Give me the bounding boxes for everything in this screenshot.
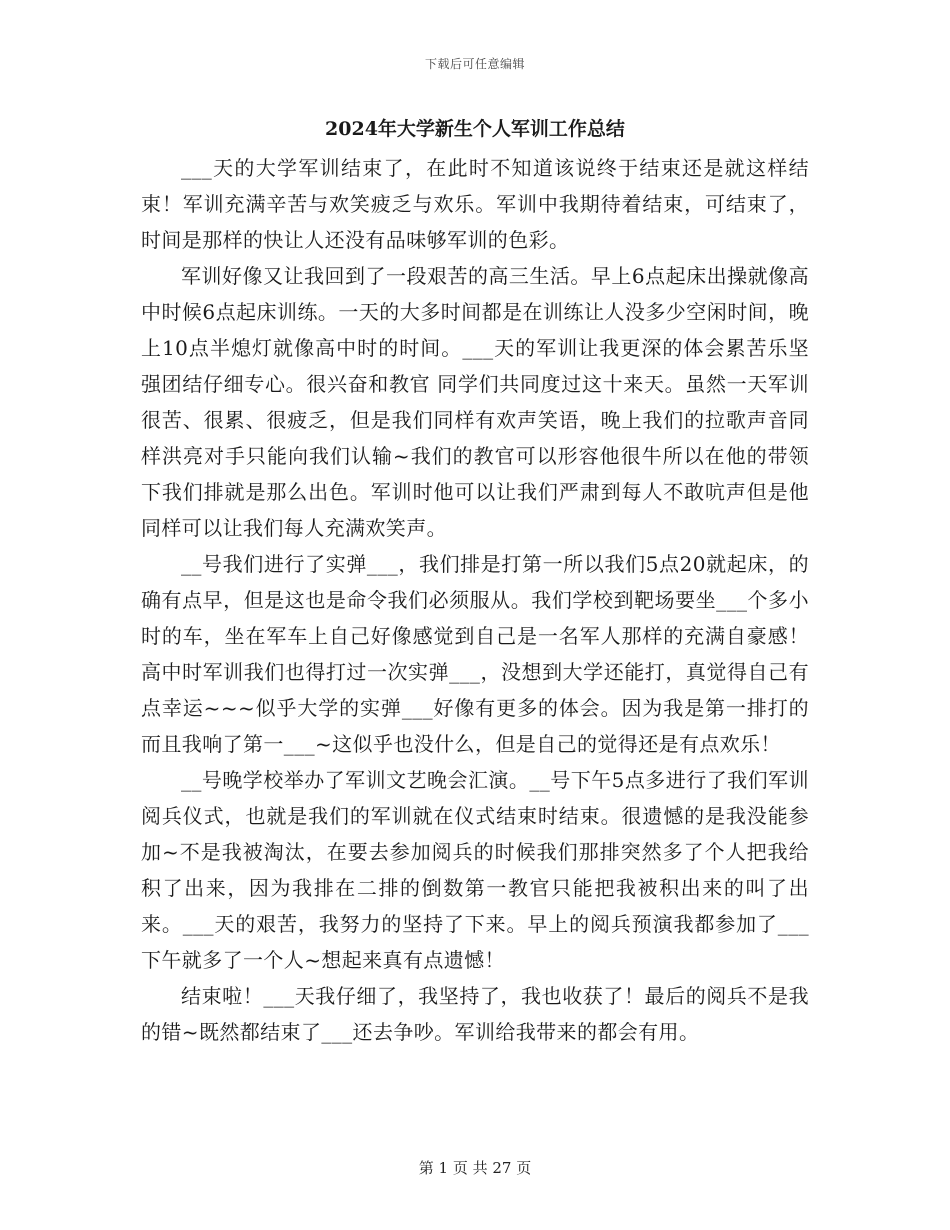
page-number-footer: 第 1 页 共 27 页 — [418, 1159, 532, 1177]
paragraph-3: __号我们进行了实弹___，我们排是打第一所以我们5点20就起床，的确有点早，但是这也是命令我们必须服从。我们学校到靶场要坐___个多小时的车，坐在军车上自己好像感觉到自己是一名军人那样的充满自豪感！高中时军训我们也得打过一次实弹___，没想到大学还能打，真觉得自己有点幸运~~~似乎大学的实弹___好像有更多的体会。因为我是第一排打的而且我响了第一___~这似乎也没什么，但是自己的觉得还是有点欢乐！ — [141, 552, 809, 756]
paragraph-4: __号晚学校举办了军训文艺晚会汇演。__号下午5点多进行了我们军训阅兵仪式，也就是我们的军训就在仪式结束时结束。很遗憾的是我没能参加~不是我被淘汰，在要去参加阅兵的时候我们那排突然多了个人把我给积了出来，因为我排在二排的倒数第一教官只能把我被积出来的叫了出来。___天的艰苦，我努力的坚持了下来。早上的阅兵预演我都参加了___下午就多了一个人~想起来真有点遗憾！ — [141, 768, 809, 972]
document-body — [141, 150, 809, 1050]
paragraph-2: 军训好像又让我回到了一段艰苦的高三生活。早上6点起床出操就像高中时候6点起床训练。一天的大多时间都是在训练让人没多少空闲时间，晚上10点半熄灯就像高中时的时间。___天的军训让我更深的体会累苦乐坚强团结仔细专心。很兴奋和教官 同学们共同度过这十来天。虽然一天军训很苦、很累、很疲乏，但是我们同样有欢声笑语，晚上我们的拉歌声音同样洪亮对手只能向我们认输~我们的教官可以形容他很牛所以在他的带领下我们排就是那么出色。军训时他可以让我们严肃到每人不敢吭声但是他同样可以让我们每人充满欢笑声。 — [141, 264, 809, 540]
paragraph-1: ___天的大学军训结束了，在此时不知道该说终于结束还是就这样结束！军训充满辛苦与欢笑疲乏与欢乐。军训中我期待着结束，可结束了，时间是那样的快让人还没有品味够军训的色彩。 — [141, 156, 809, 252]
header-note: 下载后可任意编辑 — [424, 57, 525, 71]
paragraph-5: 结束啦！___天我仔细了，我坚持了，我也收获了！最后的阅兵不是我的错~既然都结束了___还去争吵。军训给我带来的都会有用。 — [141, 984, 809, 1044]
document-title: 2024年大学新生个人军训工作总结 — [325, 118, 625, 140]
